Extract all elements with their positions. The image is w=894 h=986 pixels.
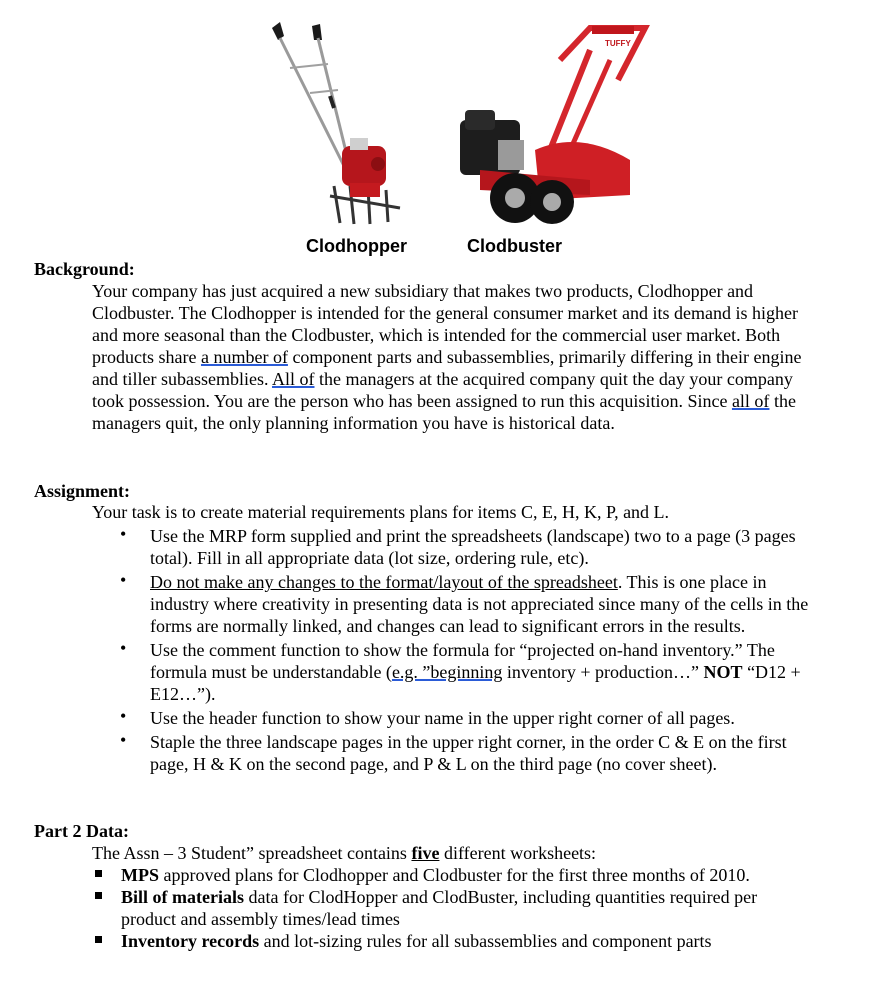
square-bullet-icon bbox=[95, 870, 102, 877]
bullet-icon: • bbox=[120, 524, 127, 544]
assignment-bullet: Use the MRP form supplied and print the spreadsheets (landscape) two to a page (3 pages total). Fill in all appropriate data (lot size, ordering rule, etc). bbox=[150, 526, 796, 568]
square-bullet-icon bbox=[95, 936, 102, 943]
background-line: Clodbuster. The Clodhopper is intended for the general consumer market and its demand is higher bbox=[92, 303, 798, 323]
bullet-icon: • bbox=[120, 730, 127, 750]
assignment-bullet: Use the comment function to show the formula for “projected on-hand inventory.” The formula must be understandable (e.g. ”beginning inventory + production…” NOT “D12 + E12…”). bbox=[150, 640, 801, 704]
bullet-icon: • bbox=[120, 570, 127, 590]
assignment-bullet: Staple the three landscape pages in the upper right corner, in the order C & E on the first page, H & K on the second page, and P & L on the third page (no cover sheet). bbox=[150, 732, 787, 774]
assignment-intro: Your task is to create material requirements plans for items C, E, H, K, P, and L. bbox=[92, 502, 670, 522]
grammar-mark: e.g. ”beginning bbox=[391, 662, 503, 682]
background-line: took possession. You are the person who has been assigned to run this acquisition. Since all of the bbox=[92, 391, 796, 411]
square-bullet-icon bbox=[95, 892, 102, 899]
svg-text:TUFFY: TUFFY bbox=[605, 39, 631, 48]
grammar-mark: All of bbox=[271, 369, 315, 389]
background-line: products share a number of component parts and subassemblies, primarily differing in their engine bbox=[92, 347, 802, 367]
assignment-bullet: Use the header function to show your name in the upper right corner of all pages. bbox=[150, 708, 735, 728]
part2-item: MPS approved plans for Clodhopper and Clodbuster for the first three months of 2010. bbox=[121, 865, 750, 885]
clodbuster-image bbox=[440, 20, 650, 230]
part2-item: Inventory records and lot-sizing rules for all subassemblies and component parts bbox=[121, 931, 712, 951]
figure-caption-clodbuster: Clodbuster bbox=[467, 236, 563, 256]
part2-intro: The Assn – 3 Student” spreadsheet contains five different worksheets: bbox=[92, 843, 597, 863]
background-heading: Background: bbox=[34, 259, 135, 279]
background-paragraph bbox=[92, 280, 801, 434]
background-line: and more seasonal than the Clodbuster, which is intended for the commercial user market. Both bbox=[92, 325, 781, 345]
background-line: and tiller subassemblies. All of the managers at the acquired company quit the day your company bbox=[92, 369, 793, 389]
background-line: Your company has just acquired a new subsidiary that makes two products, Clodhopper and bbox=[92, 281, 754, 301]
assignment-heading: Assignment: bbox=[34, 481, 131, 501]
part2-item: Bill of materials data for ClodHopper and ClodBuster, including quantities required per product and assembly times/lead times bbox=[121, 887, 758, 929]
bullet-icon: • bbox=[120, 706, 127, 726]
background-line: managers quit, the only planning information you have is historical data. bbox=[92, 413, 615, 433]
grammar-mark: a number of bbox=[200, 347, 288, 367]
grammar-mark: all of bbox=[731, 391, 770, 411]
bullet-icon: • bbox=[120, 638, 127, 658]
assignment-bullet: Do not make any changes to the format/layout of the spreadsheet. This is one place in industry where creativity in presenting data is not appreciated since many of the cells in the forms are normally linked, and changes can lead to significant errors in the results. bbox=[150, 572, 809, 636]
clodhopper-image bbox=[250, 18, 410, 228]
figure-caption-clodhopper: Clodhopper bbox=[306, 236, 407, 256]
part2-heading: Part 2 Data: bbox=[34, 821, 129, 841]
